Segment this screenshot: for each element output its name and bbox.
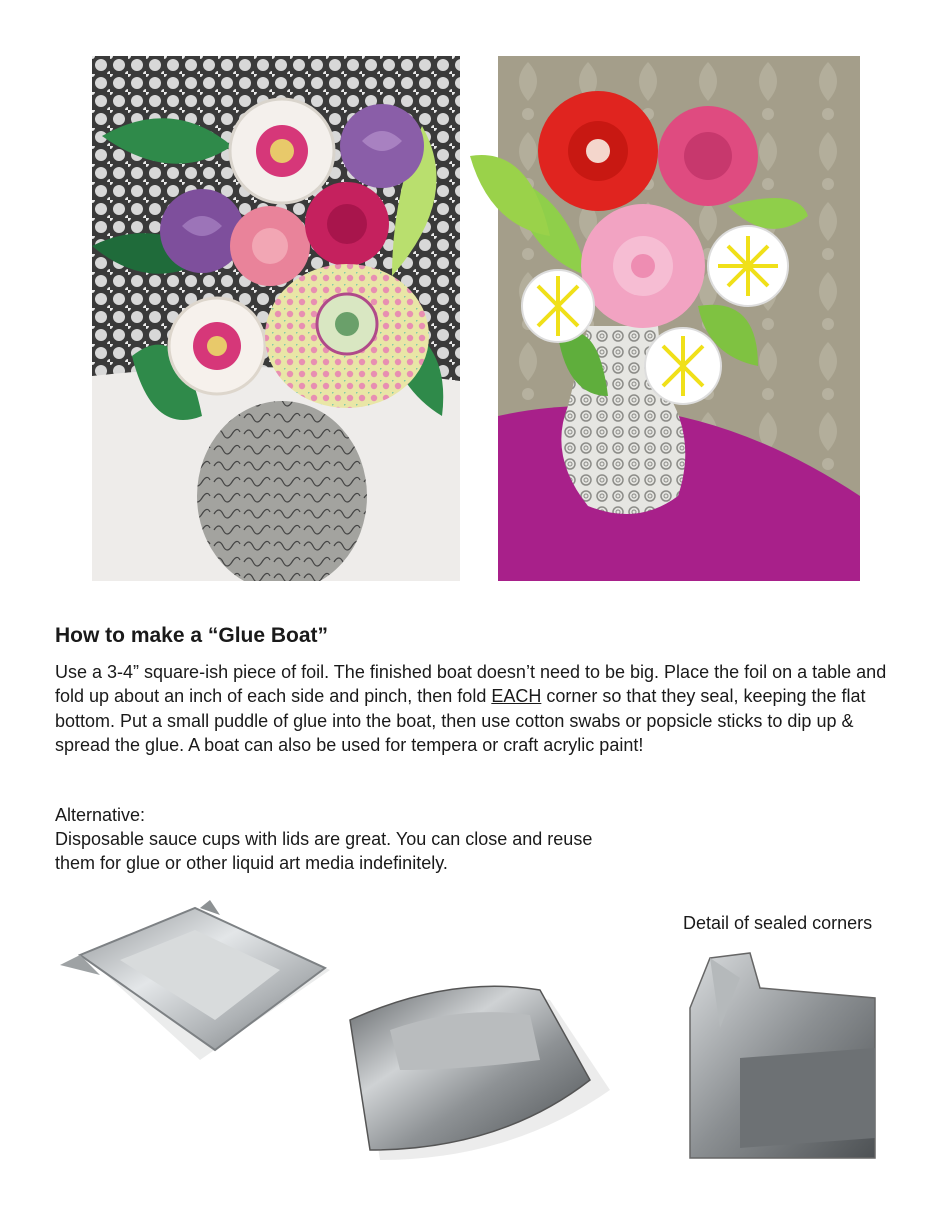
alternative-text: Disposable sauce cups with lids are great. You can close and reuse them for glue or other liquid art media indefinitely. <box>55 829 593 873</box>
instructions-text-part1: Use a 3-4” square-ish piece of foil. The finished boat doesn’t need to be big. Place the foil on a table and fold up about an inch of each side and pinch, then fold <box>55 662 887 707</box>
instructions-paragraph <box>55 660 905 757</box>
foil-boat-photo-1 <box>50 900 340 1080</box>
detail-caption: Detail of sealed corners <box>683 913 873 933</box>
bouquet-artwork-left <box>92 56 460 581</box>
foil-corner-detail-photo <box>680 948 885 1163</box>
green-leaf-decoration <box>470 36 610 276</box>
bouquet-illustration-left <box>92 56 460 581</box>
foil-boat-photo-2 <box>340 960 620 1170</box>
alternative-heading: Alternative: <box>55 805 146 825</box>
section-heading: How to make a “Glue Boat” <box>55 624 329 647</box>
instructions-emphasis: EACH <box>491 686 542 707</box>
instructions-text-part2: corner so that they seal, keeping the flat bottom. Put a small puddle of glue into the boat, then use cotton swabs or popsicle sticks to dip up & spread the glue. A boat can also be used for tempera or craft acrylic paint! <box>55 686 866 755</box>
